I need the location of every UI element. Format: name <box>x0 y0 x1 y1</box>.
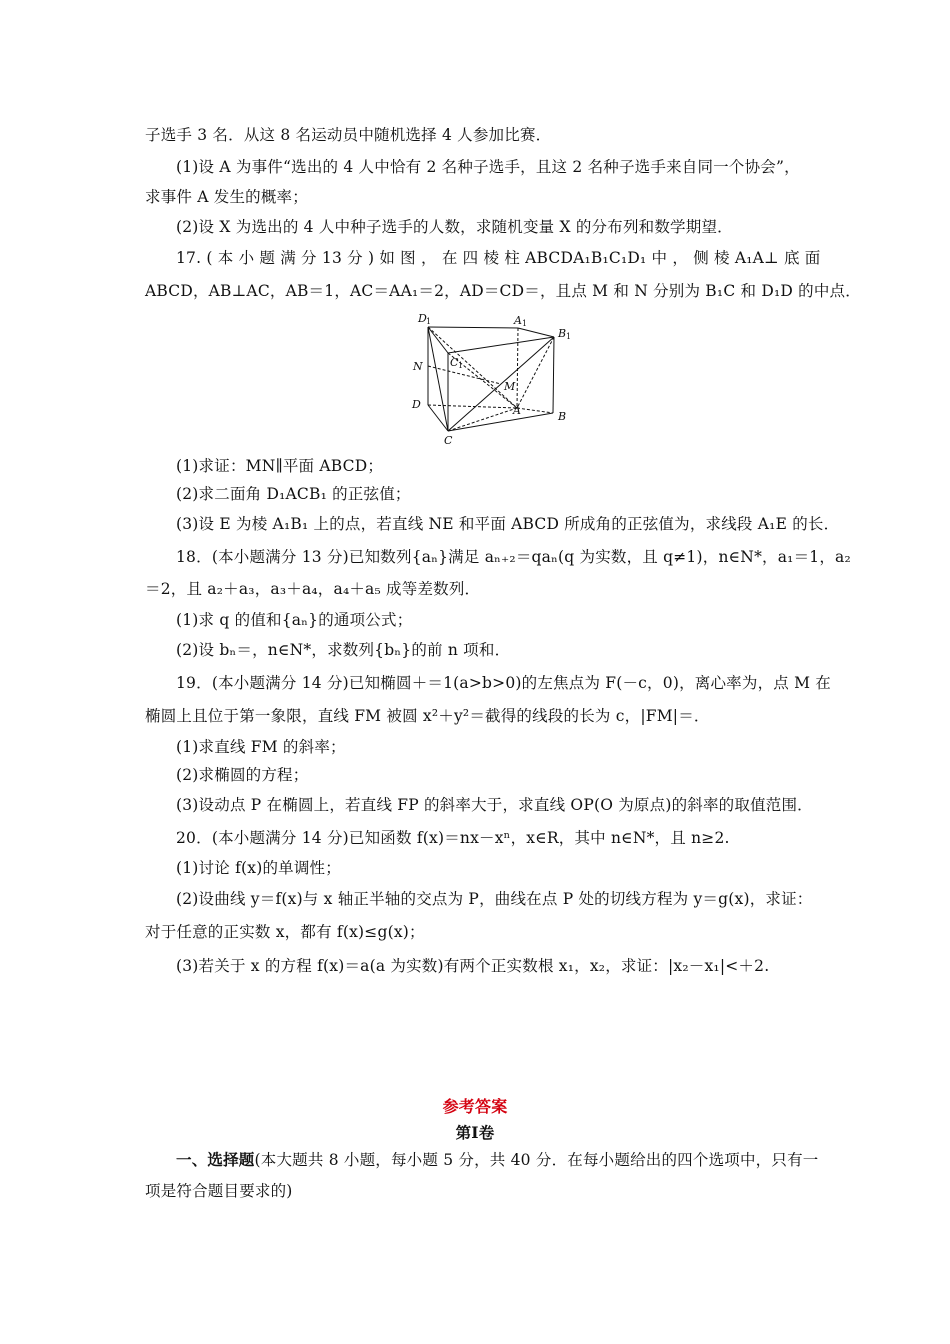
text-line: (2)求椭圆的方程； <box>176 766 309 784</box>
label-A: A <box>513 404 521 417</box>
text-line: (3)设动点 P 在椭圆上，若直线 FP 的斜率大于，求直线 OP(O 为原点)的斜率的取值范围． <box>176 796 813 814</box>
problem-20-header: 20．(本小题满分 14 分)已知函数 f(x)＝nx－xⁿ，x∈R，其中 n∈N*，且 n≥2. <box>176 829 730 847</box>
text-line: (2)设 bₙ＝，n∈N*，求数列{bₙ}的前 n 项和． <box>176 641 511 659</box>
problem-18-header: 18．(本小题满分 13 分)已知数列{aₙ}满足 aₙ₊₂＝qaₙ(q 为实数，且 q≠1)，n∈N*，a₁＝1，a₂ <box>176 548 851 566</box>
text-line: (2)设曲线 y＝f(x)与 x 轴正半轴的交点为 P，曲线在点 P 处的切线方程为 y＝g(x)，求证： <box>176 890 813 908</box>
problem-19-header: 19．(本小题满分 14 分)已知椭圆＋＝1(a>b>0)的左焦点为 F(－c，0)，离心率为，点 M 在 <box>176 674 831 692</box>
label-M: M <box>504 380 516 393</box>
label-C1: C <box>450 356 459 369</box>
label-A1-sub: 1 <box>522 319 528 328</box>
label-D: D <box>412 398 421 411</box>
label-B: B <box>558 410 567 423</box>
section-rest: (本大题共 8 小题，每小题 5 分，共 40 分．在每小题给出的四个选项中，只有一 <box>254 1151 819 1169</box>
text-line: 对于任意的正实数 x，都有 f(x)≤g(x)； <box>145 923 425 941</box>
text-line: (1)设 A 为事件“选出的 4 人中恰有 2 名种子选手，且这 2 名种子选手来自同一个协会”， <box>176 158 800 176</box>
text-line: 椭圆上且位于第一象限，直线 FM 被圆 x²＋y²＝截得的线段的长为 c，|FM|＝． <box>145 707 710 725</box>
label-B1-sub: 1 <box>566 332 572 341</box>
text-line: ABCD，AB⊥AC，AB＝1，AC＝AA₁＝2，AD＝CD＝，且点 M 和 N 分别为 B₁C 和 D₁D 的中点． <box>145 282 861 300</box>
text-line: (3)设 E 为棱 A₁B₁ 上的点，若直线 NE 和平面 ABCD 所成角的正弦值为，求线段 A₁E 的长． <box>176 515 840 533</box>
text-line: (2)设 X 为选出的 4 人中种子选手的人数，求随机变量 X 的分布列和数学期望． <box>176 218 733 236</box>
section-line <box>176 1150 818 1170</box>
label-N: N <box>413 360 423 373</box>
text-line: (1)讨论 f(x)的单调性； <box>176 859 341 877</box>
label-C1-sub: 1 <box>458 361 464 370</box>
problem-17-header: 17. ( 本 小 题 满 分 13 分 ) 如 图 ， 在 四 棱 柱 ABCDA₁B₁C₁D₁ 中 ， 侧 棱 A₁A⊥ 底 面 <box>176 249 821 267</box>
text-line: 求事件 A 发生的概率； <box>145 188 308 206</box>
label-B1: B <box>558 327 567 340</box>
label-D1: D <box>418 312 427 325</box>
text-line: (1)求直线 FM 的斜率； <box>176 738 346 756</box>
label-C: C <box>444 434 453 447</box>
prism-figure <box>408 310 580 450</box>
text-line: (2)求二面角 D₁ACB₁ 的正弦值； <box>176 485 411 503</box>
label-A1: A <box>514 314 522 327</box>
text-line: 子选手 3 名．从这 8 名运动员中随机选择 4 人参加比赛． <box>145 126 552 144</box>
text-line: ＝2，且 a₂＋a₃，a₃＋a₄，a₄＋a₅ 成等差数列． <box>145 580 481 598</box>
text-line: (3)若关于 x 的方程 f(x)＝a(a 为实数)有两个正实数根 x₁，x₂，求证：|x₂－x₁|<＋2. <box>176 957 770 975</box>
text-line: (1)求 q 的值和{aₙ}的通项公式； <box>176 611 413 629</box>
section-head: 一、选择题 <box>176 1150 255 1169</box>
answers-title: 参考答案 <box>442 1097 508 1116</box>
text-line: (1)求证：MN∥平面 ABCD； <box>176 457 384 475</box>
volume-heading: 第Ⅰ卷 <box>455 1123 495 1142</box>
section-line-2: 项是符合题目要求的) <box>145 1182 293 1200</box>
label-D1-sub: 1 <box>426 317 432 326</box>
